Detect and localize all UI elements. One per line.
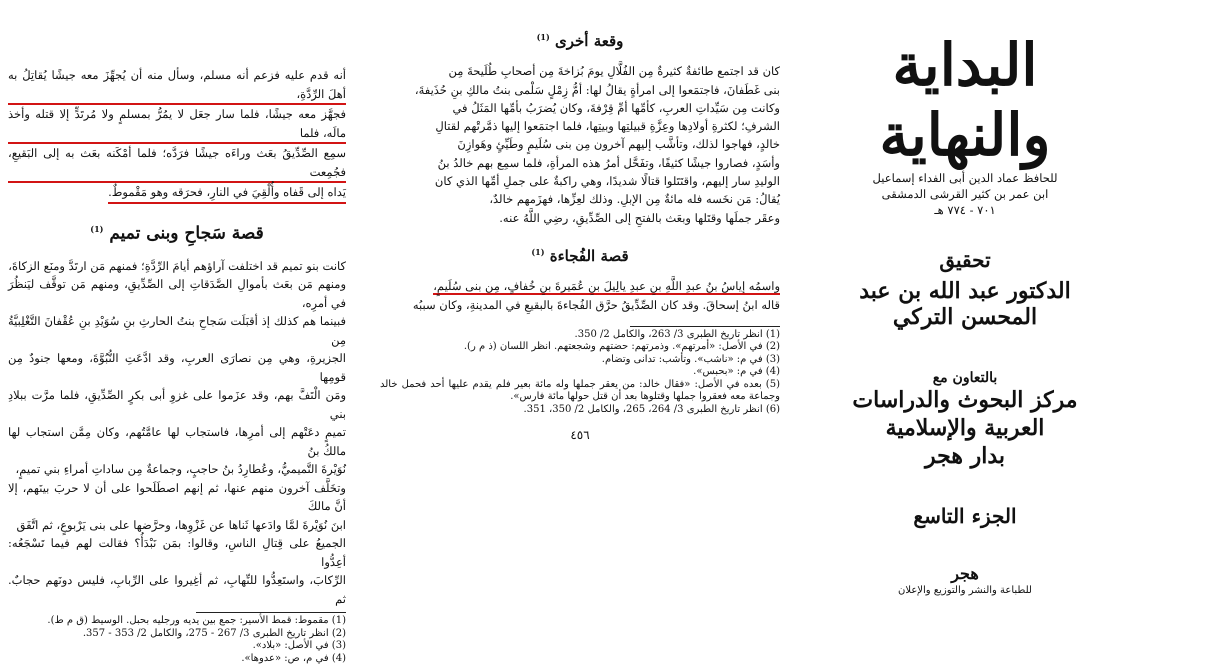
- mid-heading-2: [380, 243, 780, 265]
- publisher-name: هجر: [951, 564, 979, 583]
- mid-para2-line2: قاله ابنُ إسحاقَ. وقد كان الصِّدِّيقُ حرَّق الفُجاءةَ بالبقيعِ في المدينةِ، وكان سببُه: [412, 297, 780, 312]
- left-para2-line5: ومَن الْتَفَّ بهم، وقد عزَموا على غزوِ أبى بكرٍ الصِّدِّيقِ، فلما مرَّت ببلادِ بني: [8, 388, 346, 421]
- left-heading: [8, 220, 346, 243]
- title-page: [840, 30, 1090, 596]
- left-para2-line2: ومنهم مَن بعَث بأموالِ الصَّدَقاتِ إلى الصِّدِّيقِ، ومنهم مَن توقَّف ليَنظُرَ في أمرِه،: [8, 277, 346, 310]
- mid-para1-line2: بنى غَطَفانَ، فاجتمَعوا إلى امرأةٍ يقالُ لها: أمُّ زِمْلٍ سَلْمى بنتُ مالكِ بنِ حُذَيفةَ،: [414, 82, 780, 97]
- mid-para1-line6: وأسَدٍ، فصاروا جيشًا كثيفًا، وتفَحَّل أمرُ هذه المرأةِ، فلما سمِع بهم خالدُ بنُ: [437, 155, 780, 170]
- mid-para1-line3: وكانت مِن سَيِّداتِ العربِ، كأمِّها أمِّ قِرْفةَ، وكان يُضرَبُ بأمِّها المَثَلُ في: [452, 100, 780, 115]
- research-center-place: بدار هجر: [924, 443, 1005, 469]
- mid-para2-line1: [380, 277, 780, 295]
- mid-para1-line8: يُقالُ: مَن نخَسه فله مائةٌ مِن الإبلِ. وذلك لعِزِّها، فهزَمهم خالدٌ،: [489, 192, 780, 207]
- mid-para1-line5: خالدٍ، فهاجوا لذلك، وتأشَّب إليهم آخرون مِن بنى سُلَيمٍ وطَيِّئٍ وهَوازِنَ: [457, 137, 780, 152]
- left-para2-line3: فبينما هم كذلك إذ أقبَلَت سَجاحِ بنتُ الحارثِ بنِ سُوَيْدِ بنِ عُقْفانَ التَّغْلِبيَّةُ مِن: [8, 314, 346, 347]
- mid-para1-line7: الوليدِ سار إليهم، واقتَتَلوا قتالًا شديدًا، وهي راكبةٌ على جملِ أمِّها الذي كان: [434, 174, 780, 189]
- left-para2-line11: الرِّكابَ، واستَعِدُّوا للنِّهابِ، ثم أغِيروا على الرِّبابِ، فليس دونَهم حجابٌ. ثم: [8, 573, 346, 606]
- mid-footnote-divider: [630, 326, 780, 327]
- cooperation-label: بالتعاون مع: [932, 370, 998, 386]
- left-para1-line1: أنه قدم عليه فزعم أنه مسلم، وسأل منه أن يُجهِّزَ معه جيشًا يُقاتِلُ به أهلَ الرِّدَّةِ،: [8, 66, 346, 105]
- book-title: البداية والنهاية: [879, 31, 1051, 169]
- left-para2-line6: تميمٍ دعَتْهم إلى أمرِها، فاستجاب لها عامَّتُهم، وكان مِمَّن استجاب لها مالكُ بنُ: [8, 425, 346, 458]
- mid-footnote-2: (2) في الأصل: «أمرتهم». وذمرتهم: حضتهم وشجعتهم. انظر اللسان (ذ م ر).: [463, 341, 780, 353]
- volume-label: الجزء التاسع: [913, 504, 1017, 528]
- left-para1-line3: سمِع الصِّدِّيقُ بعَث وراءَه جيشًا فرَدَّه؛ فلما أمْكَنه بعَث به إلى البَقيعِ، فجُمِعت: [8, 144, 346, 183]
- left-para2-line10: الجميعُ على قِتالِ الناسِ، وقالوا: بمَن نَبْدَأُ؟ فقالت لهم فيما تَسْجَعُه: أعِدُّوا: [8, 536, 346, 569]
- left-para2-line4: الجزيرةِ، وهي مِن نصارَى العربِ، وقد ادَّعَتِ النُّبُوَّةَ، ومعها جنودٌ مِن قومِها: [8, 351, 346, 384]
- left-heading-text: قصة سَجاحِ وبنى تميم: [109, 223, 264, 244]
- page-number: ٤٥٦: [570, 428, 590, 443]
- publisher-subtitle: للطباعة والنشر والتوزيع والإعلان: [898, 585, 1032, 596]
- mid-footnote-3: (3) في م: «ناشب». وتأشب: تدانى وتضام.: [601, 353, 780, 365]
- mid-heading-2-note: (1): [531, 246, 545, 257]
- mid-para1-line4: الشرفِ؛ لكثرةِ أولادِها وعِزَّةِ قبيلتِها وبيتِها، فلما اجتمَعوا إليها ذمَّرتْهم لقتالِ: [435, 119, 780, 134]
- left-footnote-3: (3) في الأصل: «بلاد».: [252, 640, 346, 652]
- mid-heading-1: [380, 28, 780, 50]
- mid-para1-line1: كان قد اجتمع طائفةٌ كثيرةٌ مِن الفُلَّالِ يومَ بُزاخةَ مِن أصحابِ طُلَيحةَ مِن: [448, 64, 780, 79]
- mid-footnote-4: (4) في م: «بحبس».: [693, 366, 780, 378]
- left-para2-line7: نُوَيْرةَ التَّميميُّ، وعُطارِدُ بنُ حاجبٍ، وجماعةٌ مِن ساداتِ أمراءِ بني تميمٍ،: [15, 462, 346, 477]
- editor-name: الدكتور عبد الله بن عبد المحسن التركي: [859, 278, 1071, 330]
- mid-footnote-5: (5) بعده في الأصل: «فقال خالد: من يعقر جملها وله مائة بعير فلم يقدم عليها أحد فحمل خالد وجماعة معه فعقروا جملها وقتلوها بعد أن قتل حولها مائة فارس».: [380, 378, 780, 403]
- mid-para1-line9: وعقَر جملَها وقتَلها وبعَث بالفتحِ إلى الصِّدِّيقِ، رضِي اللَّهُ عنه.: [499, 210, 780, 225]
- left-para2-line1: كانت بنو تميم قد اختلفت آراؤهم أيامَ الرِّدَّةِ؛ فمنهم مَن ارتَدَّ ومنَع الزكاةَ،: [8, 258, 346, 273]
- left-para2-line8: وتخَلَّف آخرون منهم عنها، ثم إنهم اصطَلَحوا على أن لا حربَ بينَهم، إلا أنَّ مالكَ: [8, 480, 346, 514]
- left-heading-note: (1): [90, 223, 104, 234]
- research-center-name: مركز البحوث والدراسات العربية والإسلامية: [852, 387, 1078, 441]
- middle-page: [380, 28, 780, 445]
- left-para2-line9: ابنَ نُوَيْرةَ لمَّا وادَعها ثَناها عن غَزْوِها، وحرَّضها على بنى يَرْبوعٍ، ثم اتَّفَق: [16, 517, 346, 532]
- author-dates: ٧٠١ - ٧٧٤ هـ: [934, 203, 996, 217]
- left-para1-line4: يَداه إلى قَفاه وأُلْقِيَ في النارِ، فحرَقه وهو مَقْموطٌ.: [108, 183, 346, 204]
- mid-para2-line1-text: واسمُه إياسُ بنُ عبدِ اللَّهِ بنِ عبدِ يالِيلَ بنِ عُمَيرةَ بنِ خُفافٍ، مِن بنى سُلَيمٍ،: [433, 279, 780, 294]
- mid-heading-1-text: وقعة أخرى: [555, 32, 624, 50]
- author-line-2: ابن عمر بن كثير القرشى الدمشقى: [881, 187, 1049, 201]
- mid-footnote-6: (6) انظر تاريخ الطبرى 3/ 264، 265، والكامل 2/ 350، 351.: [523, 403, 780, 415]
- mid-heading-2-text: قصة الفُجاءة: [549, 246, 629, 265]
- left-footnote-2: (2) انظر تاريخ الطبرى 3/ 267 - 275، والكامل 2/ 353 - 357.: [82, 627, 346, 639]
- left-para1-line2: فجهَّز معه جيشًا، فلما سار جعَل لا يمُرُّ بمسلمٍ ولا مُرتَدٍّ إلا قتله وأخذ مالَه، فلما: [8, 105, 346, 144]
- author-line-1: للحافظ عماد الدين أبى الفداء إسماعيل: [872, 171, 1058, 185]
- mid-footnote-1: (1) انظر تاريخ الطبرى 3/ 263، والكامل 2/ 350.: [574, 328, 780, 340]
- left-page: [8, 66, 346, 665]
- left-footnote-divider: [196, 612, 346, 613]
- left-footnote-1: (1) مقموط: قمط الأسير: جمع بين يديه ورجليه بحبل. الوسيط (ق م ط).: [47, 615, 346, 627]
- tahqiq-label: تحقيق: [939, 248, 991, 272]
- left-footnote-4: (4) في م، ص: «عدوها».: [241, 652, 346, 664]
- mid-heading-1-note: (1): [536, 32, 550, 42]
